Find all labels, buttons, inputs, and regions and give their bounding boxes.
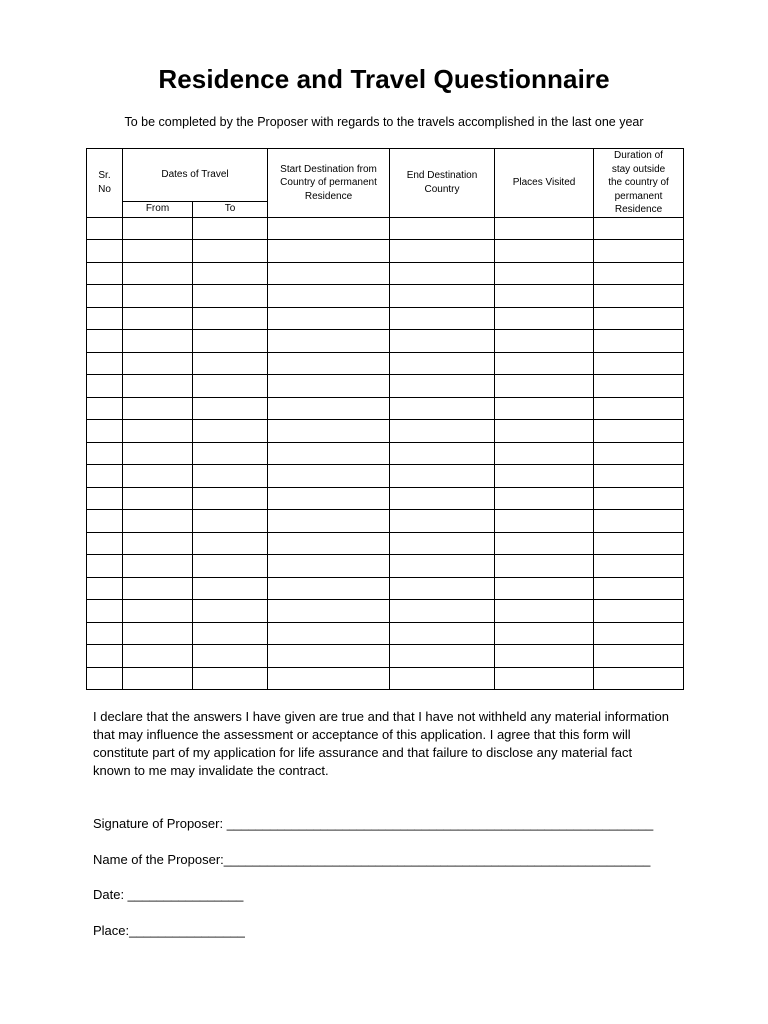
table-cell[interactable] — [123, 442, 193, 465]
table-cell[interactable] — [495, 307, 594, 330]
table-cell[interactable] — [390, 262, 495, 285]
table-cell[interactable] — [495, 645, 594, 668]
table-cell[interactable] — [594, 600, 684, 623]
table-cell[interactable] — [193, 285, 268, 308]
table-cell[interactable] — [193, 600, 268, 623]
table-cell[interactable] — [193, 262, 268, 285]
table-row — [87, 397, 684, 420]
table-row — [87, 262, 684, 285]
table-cell[interactable] — [495, 330, 594, 353]
table-cell[interactable] — [123, 262, 193, 285]
table-cell[interactable] — [87, 307, 123, 330]
table-cell[interactable] — [390, 622, 495, 645]
table-cell[interactable] — [594, 510, 684, 533]
table-cell[interactable] — [123, 420, 193, 443]
name-field[interactable]: Name of the Proposer:___________________________________________________________ — [93, 852, 651, 867]
table-cell[interactable] — [495, 397, 594, 420]
table-cell[interactable] — [390, 465, 495, 488]
table-cell[interactable] — [495, 465, 594, 488]
table-cell[interactable] — [123, 577, 193, 600]
table-cell[interactable] — [594, 667, 684, 690]
table-cell[interactable] — [594, 262, 684, 285]
table-cell[interactable] — [495, 217, 594, 240]
table-cell[interactable] — [87, 240, 123, 263]
table-cell[interactable] — [594, 555, 684, 578]
table-cell[interactable] — [123, 375, 193, 398]
place-field[interactable]: Place:________________ — [93, 923, 245, 938]
header-from: From — [123, 202, 193, 217]
table-cell[interactable] — [495, 510, 594, 533]
table-row — [87, 622, 684, 645]
table-cell[interactable] — [495, 352, 594, 375]
table-row — [87, 240, 684, 263]
table-cell[interactable] — [193, 487, 268, 510]
table-cell[interactable] — [193, 555, 268, 578]
table-cell[interactable] — [123, 330, 193, 353]
table-row — [87, 577, 684, 600]
table-row — [87, 420, 684, 443]
signature-field[interactable]: Signature of Proposer: ___________________________________________________________ — [93, 816, 654, 831]
table-cell[interactable] — [390, 555, 495, 578]
table-cell[interactable] — [87, 442, 123, 465]
table-cell[interactable] — [193, 330, 268, 353]
table-cell[interactable] — [594, 375, 684, 398]
table-cell[interactable] — [390, 645, 495, 668]
table-cell[interactable] — [495, 555, 594, 578]
table-cell[interactable] — [123, 465, 193, 488]
table-cell[interactable] — [87, 352, 123, 375]
table-cell[interactable] — [87, 420, 123, 443]
table-cell[interactable] — [268, 420, 390, 443]
table-cell[interactable] — [390, 217, 495, 240]
table-cell[interactable] — [87, 577, 123, 600]
table-cell[interactable] — [268, 217, 390, 240]
table-cell[interactable] — [123, 667, 193, 690]
table-cell[interactable] — [390, 352, 495, 375]
table-cell[interactable] — [390, 397, 495, 420]
table-row — [87, 352, 684, 375]
table-row — [87, 555, 684, 578]
table-cell[interactable] — [594, 217, 684, 240]
table-cell[interactable] — [193, 465, 268, 488]
table-row — [87, 442, 684, 465]
table-cell[interactable] — [495, 442, 594, 465]
table-cell[interactable] — [268, 307, 390, 330]
table-cell[interactable] — [390, 420, 495, 443]
table-cell[interactable] — [87, 600, 123, 623]
table-cell[interactable] — [594, 330, 684, 353]
table-cell[interactable] — [594, 352, 684, 375]
table-cell[interactable] — [390, 442, 495, 465]
table-cell[interactable] — [495, 487, 594, 510]
table-cell[interactable] — [87, 667, 123, 690]
table-cell[interactable] — [268, 487, 390, 510]
table-cell[interactable] — [495, 285, 594, 308]
table-cell[interactable] — [268, 375, 390, 398]
header-start-destination: Start Destination from Country of permanent Residence — [268, 149, 390, 218]
table-cell[interactable] — [193, 577, 268, 600]
table-cell[interactable] — [193, 352, 268, 375]
table-cell[interactable] — [193, 420, 268, 443]
table-cell[interactable] — [268, 600, 390, 623]
table-cell[interactable] — [87, 465, 123, 488]
header-dates-of-travel: Dates of Travel — [123, 149, 268, 202]
table-row — [87, 465, 684, 488]
table-row — [87, 375, 684, 398]
table-cell[interactable] — [495, 600, 594, 623]
table-cell[interactable] — [390, 240, 495, 263]
table-cell[interactable] — [87, 375, 123, 398]
table-row — [87, 307, 684, 330]
table-cell[interactable] — [268, 645, 390, 668]
table-cell[interactable] — [123, 532, 193, 555]
table-cell[interactable] — [123, 240, 193, 263]
table-cell[interactable] — [123, 510, 193, 533]
table-cell[interactable] — [390, 600, 495, 623]
table-cell[interactable] — [268, 397, 390, 420]
table-cell[interactable] — [87, 397, 123, 420]
table-cell[interactable] — [594, 397, 684, 420]
table-cell[interactable] — [268, 622, 390, 645]
table-cell[interactable] — [268, 667, 390, 690]
table-cell[interactable] — [268, 555, 390, 578]
table-cell[interactable] — [594, 577, 684, 600]
table-cell[interactable] — [123, 217, 193, 240]
table-cell[interactable] — [390, 667, 495, 690]
table-cell[interactable] — [87, 510, 123, 533]
table-cell[interactable] — [594, 285, 684, 308]
table-cell[interactable] — [87, 532, 123, 555]
table-cell[interactable] — [123, 352, 193, 375]
table-cell[interactable] — [390, 285, 495, 308]
table-cell[interactable] — [268, 240, 390, 263]
table-cell[interactable] — [123, 600, 193, 623]
table-cell[interactable] — [495, 375, 594, 398]
table-cell[interactable] — [193, 622, 268, 645]
table-cell[interactable] — [495, 262, 594, 285]
table-cell[interactable] — [268, 532, 390, 555]
table-cell[interactable] — [87, 645, 123, 668]
table-cell[interactable] — [193, 510, 268, 533]
table-cell[interactable] — [123, 397, 193, 420]
date-field[interactable]: Date: ________________ — [93, 887, 244, 902]
declaration-text: I declare that the answers I have given are true and that I have not withheld any material information that may influence the assessment or acceptance of this application. I agree that this form will constitute part of my application for life assurance and that failure to disclose any material fact known to me may invalidate the contract. — [93, 709, 669, 778]
table-cell[interactable] — [193, 442, 268, 465]
table-cell[interactable] — [123, 555, 193, 578]
table-cell[interactable] — [193, 397, 268, 420]
table-cell[interactable] — [594, 240, 684, 263]
table-row — [87, 217, 684, 240]
table-cell[interactable] — [390, 487, 495, 510]
table-cell[interactable] — [268, 510, 390, 533]
travel-table — [86, 148, 684, 690]
table-cell[interactable] — [87, 622, 123, 645]
table-cell[interactable] — [268, 262, 390, 285]
table-cell[interactable] — [123, 487, 193, 510]
table-cell[interactable] — [594, 465, 684, 488]
table-cell[interactable] — [495, 420, 594, 443]
table-cell[interactable] — [594, 645, 684, 668]
table-cell[interactable] — [390, 510, 495, 533]
table-cell[interactable] — [495, 622, 594, 645]
header-end-destination: End Destination Country — [390, 149, 495, 218]
table-cell[interactable] — [87, 487, 123, 510]
table-row — [87, 645, 684, 668]
table-row — [87, 600, 684, 623]
table-row — [87, 510, 684, 533]
table-cell[interactable] — [594, 622, 684, 645]
header-to: To — [193, 202, 268, 217]
table-cell[interactable] — [268, 285, 390, 308]
table-cell[interactable] — [268, 442, 390, 465]
page-subtitle: To be completed by the Proposer with regards to the travels accomplished in the last one year — [124, 115, 644, 129]
table-cell[interactable] — [495, 240, 594, 263]
table-cell[interactable] — [594, 442, 684, 465]
table-cell[interactable] — [193, 645, 268, 668]
table-cell[interactable] — [123, 622, 193, 645]
table-cell[interactable] — [193, 532, 268, 555]
table-cell[interactable] — [193, 240, 268, 263]
table-cell[interactable] — [495, 577, 594, 600]
table-row — [87, 285, 684, 308]
header-sr-no: Sr. No — [87, 149, 123, 218]
table-row — [87, 330, 684, 353]
table-cell[interactable] — [123, 285, 193, 308]
table-cell[interactable] — [390, 375, 495, 398]
page-title: Residence and Travel Questionnaire — [158, 64, 610, 94]
table-cell[interactable] — [390, 330, 495, 353]
table-cell[interactable] — [390, 532, 495, 555]
table-cell[interactable] — [268, 330, 390, 353]
table-cell[interactable] — [87, 217, 123, 240]
table-cell[interactable] — [594, 420, 684, 443]
table-cell[interactable] — [87, 555, 123, 578]
table-cell[interactable] — [390, 307, 495, 330]
table-cell[interactable] — [193, 307, 268, 330]
table-cell[interactable] — [594, 532, 684, 555]
table-cell[interactable] — [87, 330, 123, 353]
table-row — [87, 487, 684, 510]
header-duration-of-stay: Duration of stay outside the country of permanent Residence — [594, 149, 684, 218]
table-cell[interactable] — [87, 285, 123, 308]
table-cell[interactable] — [193, 667, 268, 690]
table-cell[interactable] — [495, 532, 594, 555]
table-cell[interactable] — [268, 352, 390, 375]
table-cell[interactable] — [268, 577, 390, 600]
table-cell[interactable] — [390, 577, 495, 600]
table-row — [87, 667, 684, 690]
table-cell[interactable] — [193, 375, 268, 398]
table-body — [87, 217, 684, 690]
table-cell[interactable] — [495, 667, 594, 690]
table-cell[interactable] — [123, 645, 193, 668]
table-cell[interactable] — [123, 307, 193, 330]
table-cell[interactable] — [87, 262, 123, 285]
table-cell[interactable] — [594, 307, 684, 330]
table-row — [87, 532, 684, 555]
header-places-visited: Places Visited — [495, 149, 594, 218]
table-cell[interactable] — [268, 465, 390, 488]
table-cell[interactable] — [193, 217, 268, 240]
table-cell[interactable] — [594, 487, 684, 510]
